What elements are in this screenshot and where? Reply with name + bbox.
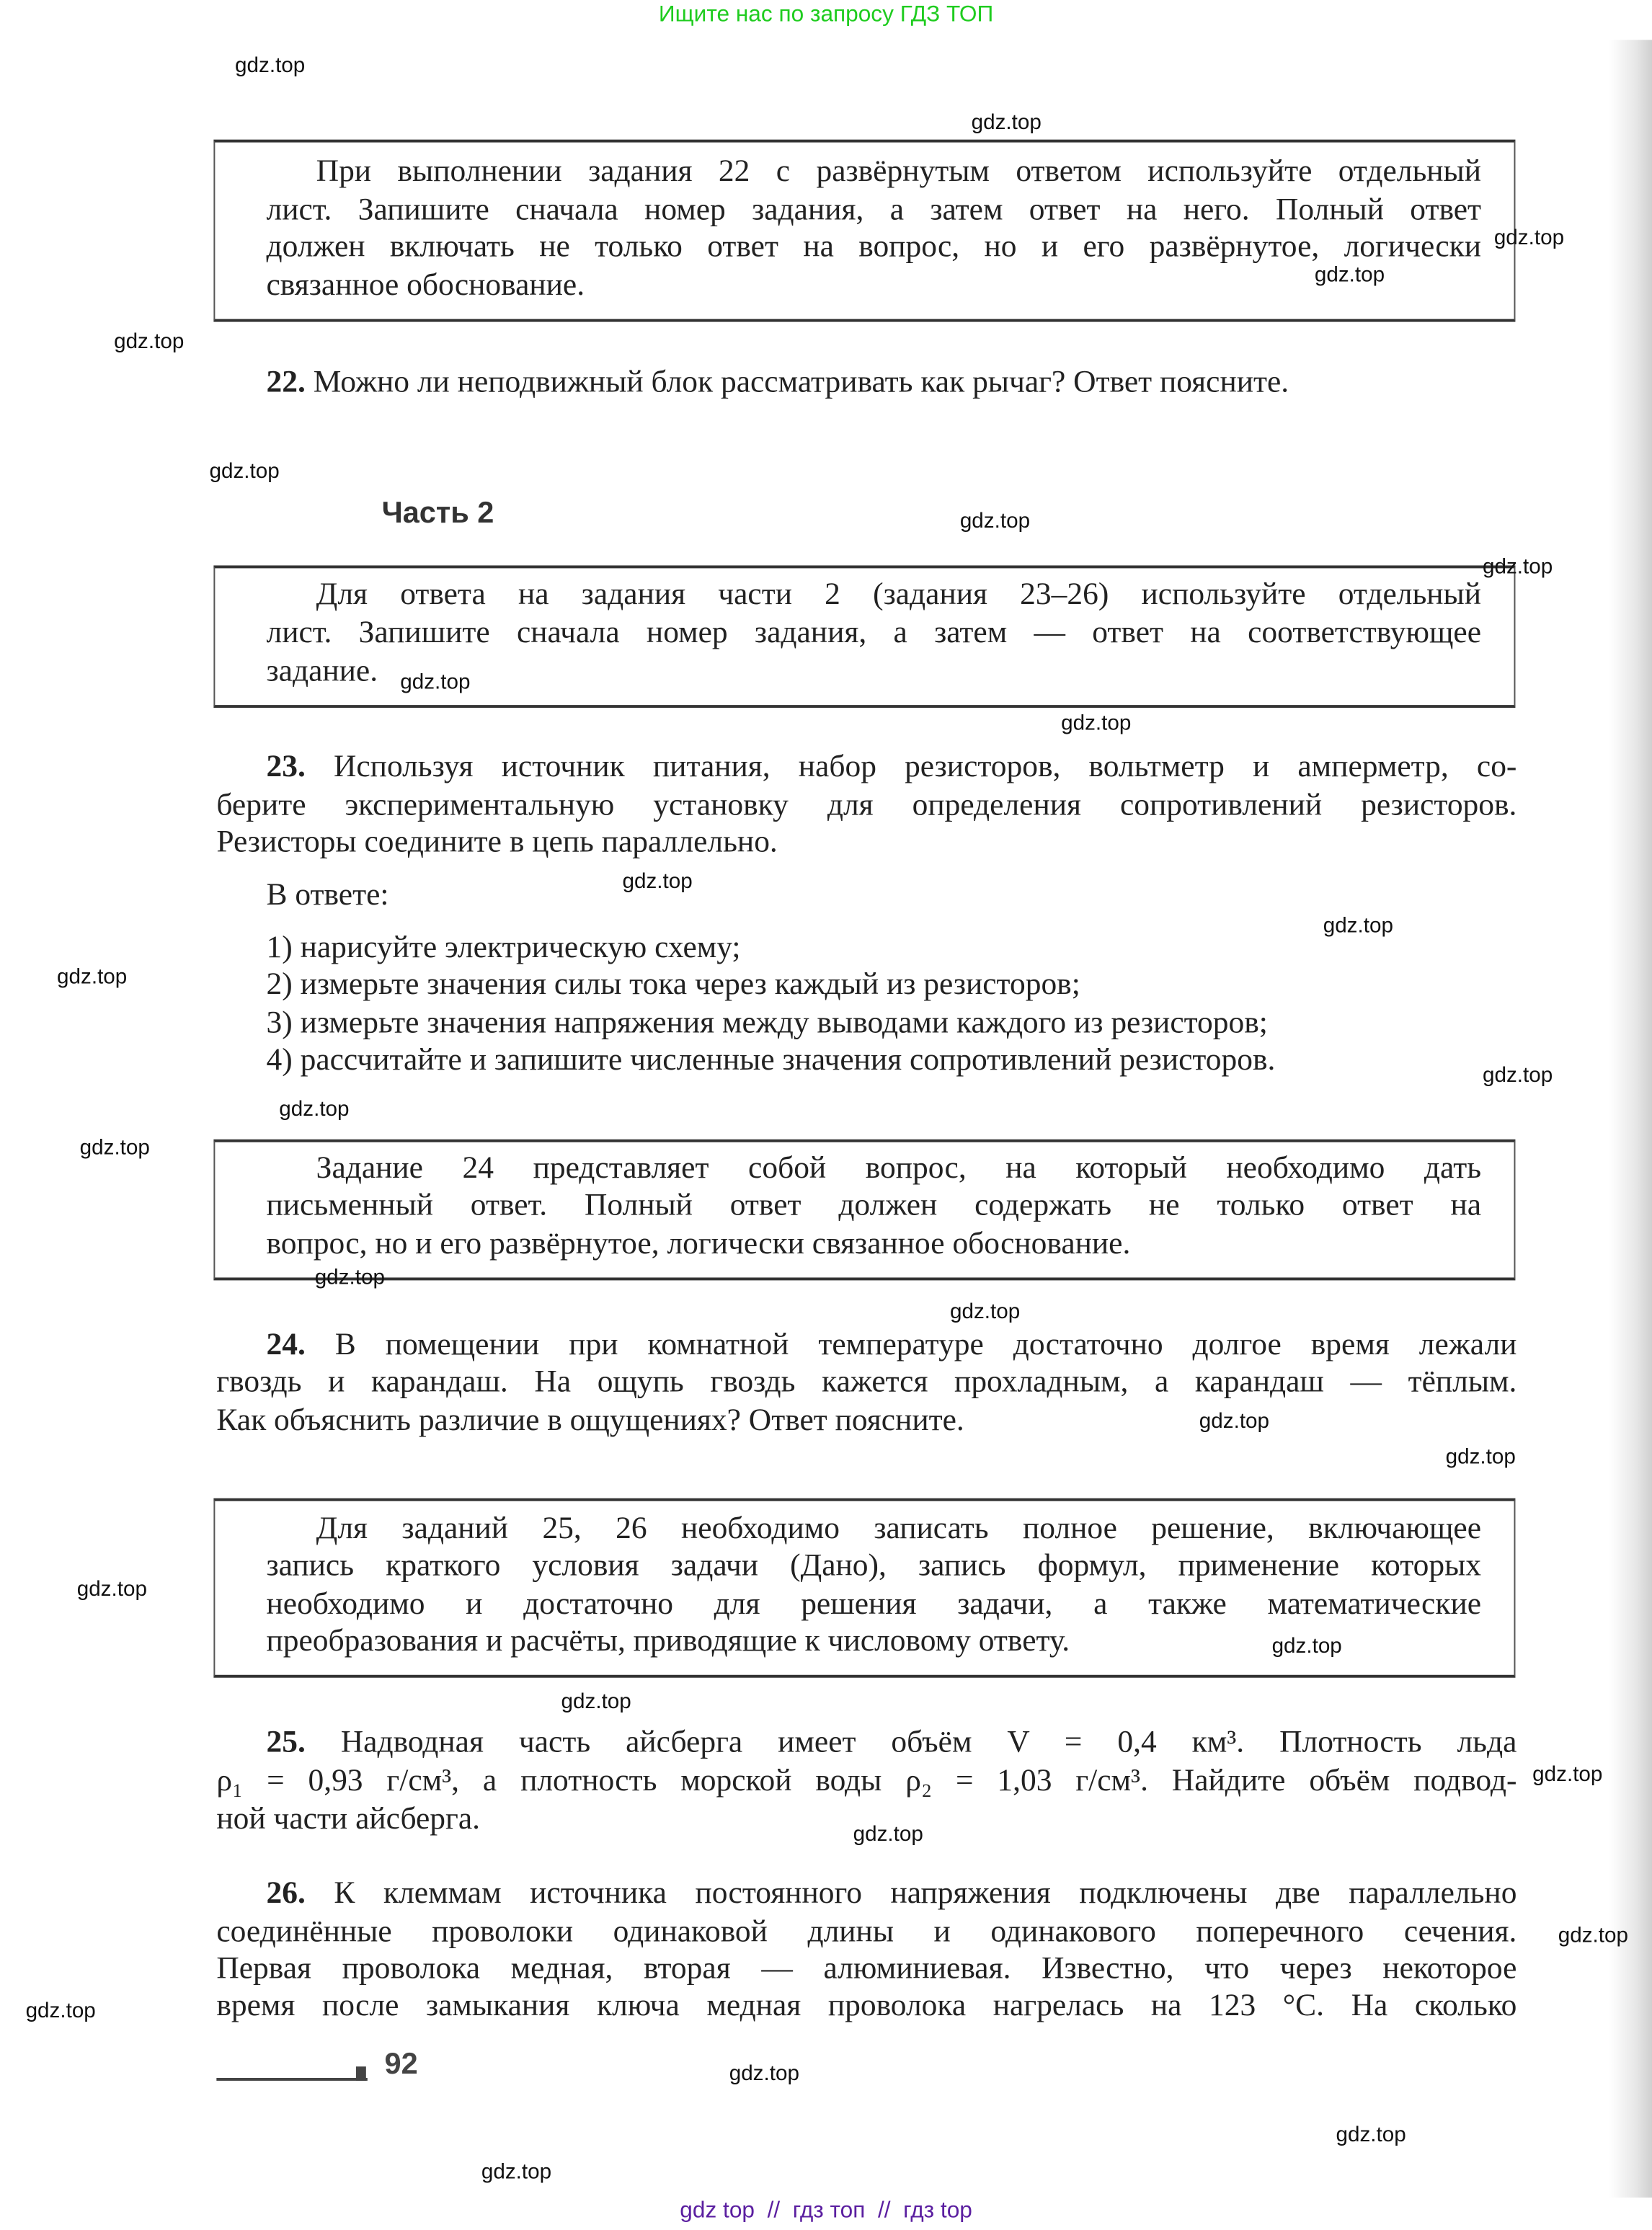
box4-line: преобразования и расчёты, приводящие к числовому ответу.	[266, 1622, 1070, 1658]
box3-line: вопрос, но и его развёрнутое, логически связанное обоснование.	[266, 1225, 1131, 1261]
watermark: gdz.top	[25, 1999, 96, 2023]
question-text: Надводная часть айсберга имеет объём V = 0,4 км³. Плотность льда	[305, 1723, 1517, 1759]
question-22	[267, 363, 1517, 400]
answer-item: 1) нарисуйте электрическую схему;	[266, 928, 741, 964]
box1-line: При выполнении задания 22 с развёрнутым ответом используйте отдельный	[316, 152, 1482, 188]
watermark: gdz.top	[1323, 913, 1393, 938]
question-24-line: гвоздь и карандаш. На ощупь гвоздь кажется прохладным, а карандаш — тёплым.	[216, 1363, 1517, 1399]
box1-line: лист. Запишите сначала номер задания, а затем ответ на него. Полный ответ	[266, 190, 1482, 227]
watermark: gdz.top	[400, 670, 471, 695]
watermark: gdz.top	[1336, 2123, 1406, 2147]
question-text: В помещении при комнатной температуре достаточно долгое время лежали	[305, 1325, 1517, 1362]
box2-line: Для ответа на задания части 2 (задания 23–26) используйте отдельный	[316, 575, 1482, 611]
watermark: gdz.top	[1483, 1063, 1553, 1088]
watermark: gdz.top	[114, 329, 185, 355]
question-23-line	[267, 747, 1517, 784]
watermark: gdz.top	[279, 1097, 350, 1122]
question-26-line: время после замыкания ключа медная проволока нагрелась на 123 °C. На сколько	[216, 1986, 1517, 2022]
watermark: gdz.top	[853, 1822, 923, 1847]
watermark: gdz.top	[1483, 554, 1553, 579]
question-number: 22.	[266, 363, 306, 399]
question-24-line	[267, 1326, 1517, 1363]
question-23-line: берите экспериментальную установку для определения сопротивлений резисторов.	[216, 786, 1517, 822]
question-26-line: соединённые проволоки одинаковой длины и одинакового поперечного сечения.	[216, 1912, 1517, 1949]
watermark: gdz.top	[209, 459, 280, 484]
box2-line: задание.	[266, 652, 378, 688]
watermark: gdz.top	[76, 1577, 147, 1602]
watermark: gdz.top	[481, 2159, 552, 2185]
watermark: gdz.top	[561, 1689, 631, 1715]
answer-item: 2) измерьте значения силы тока через каждый из резисторов;	[266, 965, 1080, 1002]
question-text: Используя источник питания, набор резисторов, вольтметр и амперметр, со-	[305, 747, 1517, 783]
answer-item: 3) измерьте значения напряжения между выводами каждого из резисторов;	[266, 1004, 1268, 1040]
watermark: gdz.top	[971, 110, 1042, 135]
box4-line: запись краткого условия задачи (Дано), запись формул, применение которых	[266, 1546, 1482, 1583]
watermark: gdz.top	[57, 964, 128, 990]
watermark: gdz.top	[622, 869, 693, 894]
page-footer-marker	[356, 2066, 366, 2081]
watermark: gdz.top	[1558, 1923, 1629, 1948]
watermark: gdz.top	[314, 1265, 385, 1290]
box2-line: лист. Запишите сначала номер задания, а затем — ответ на соответствующее	[266, 613, 1482, 650]
page-number: 92	[384, 2048, 418, 2081]
watermark: gdz.top	[959, 509, 1031, 534]
box4-line: Для заданий 25, 26 необходимо записать полное решение, включающее	[316, 1509, 1482, 1545]
box1-line: связанное обоснование.	[266, 266, 585, 302]
watermark: gdz.top	[729, 2061, 799, 2086]
watermark: gdz.top	[1199, 1409, 1270, 1434]
question-number: 26.	[266, 1874, 306, 1910]
answer-label: В ответе:	[266, 876, 389, 912]
question-24-line: Как объяснить различие в ощущениях? Ответ поясните.	[216, 1401, 964, 1437]
box1-line: должен включать не только ответ на вопрос, но и его развёрнутое, логически	[266, 228, 1482, 264]
question-number: 24.	[266, 1325, 306, 1362]
question-text: Можно ли неподвижный блок рассматривать как рычаг? Ответ поясните.	[305, 363, 1289, 399]
watermark: gdz.top	[1271, 1634, 1342, 1659]
question-26-line: Первая проволока медная, вторая — алюминиевая. Известно, что через некоторое	[216, 1950, 1517, 1986]
question-text: К клеммам источника постоянного напряжения подключены две параллельно	[305, 1874, 1517, 1910]
question-25-line: ρ₁ = 0,93 г/см³, а плотность морской воды ρ₂ = 1,03 г/см³. Найдите объём подвод-	[216, 1762, 1517, 1798]
page-edge-shadow	[1609, 40, 1652, 2198]
question-23-line: Резисторы соедините в цепь параллельно.	[216, 823, 778, 859]
top-search-hint[interactable]: Ищите нас по запросу ГДЗ ТОП	[658, 2, 994, 27]
question-26-line	[267, 1874, 1517, 1911]
box3-line: письменный ответ. Полный ответ должен содержать не только ответ на	[266, 1186, 1482, 1222]
watermark: gdz.top	[1314, 262, 1385, 288]
question-number: 23.	[266, 747, 306, 783]
bottom-site-links[interactable]: gdz top // гдз топ // гдз top	[680, 2198, 972, 2224]
answer-item: 4) рассчитайте и запишите численные значения сопротивлений резисторов.	[266, 1041, 1276, 1077]
box3-line: Задание 24 представляет собой вопрос, на который необходимо дать	[316, 1149, 1482, 1186]
question-25-line	[267, 1723, 1517, 1760]
part-2-heading: Часть 2	[381, 497, 494, 530]
watermark: gdz.top	[1532, 1762, 1603, 1787]
box4-line: необходимо и достаточно для решения задачи, а также математические	[266, 1585, 1482, 1621]
watermark: gdz.top	[1445, 1444, 1516, 1470]
watermark: gdz.top	[949, 1300, 1021, 1324]
watermark: gdz.top	[79, 1135, 150, 1160]
watermark: gdz.top	[1493, 226, 1565, 250]
watermark: gdz.top	[1061, 711, 1132, 736]
question-25-line: ной части айсберга.	[216, 1800, 481, 1836]
watermark: gdz.top	[235, 53, 306, 78]
question-number: 25.	[266, 1723, 306, 1759]
page-footer-rule	[216, 2078, 367, 2081]
